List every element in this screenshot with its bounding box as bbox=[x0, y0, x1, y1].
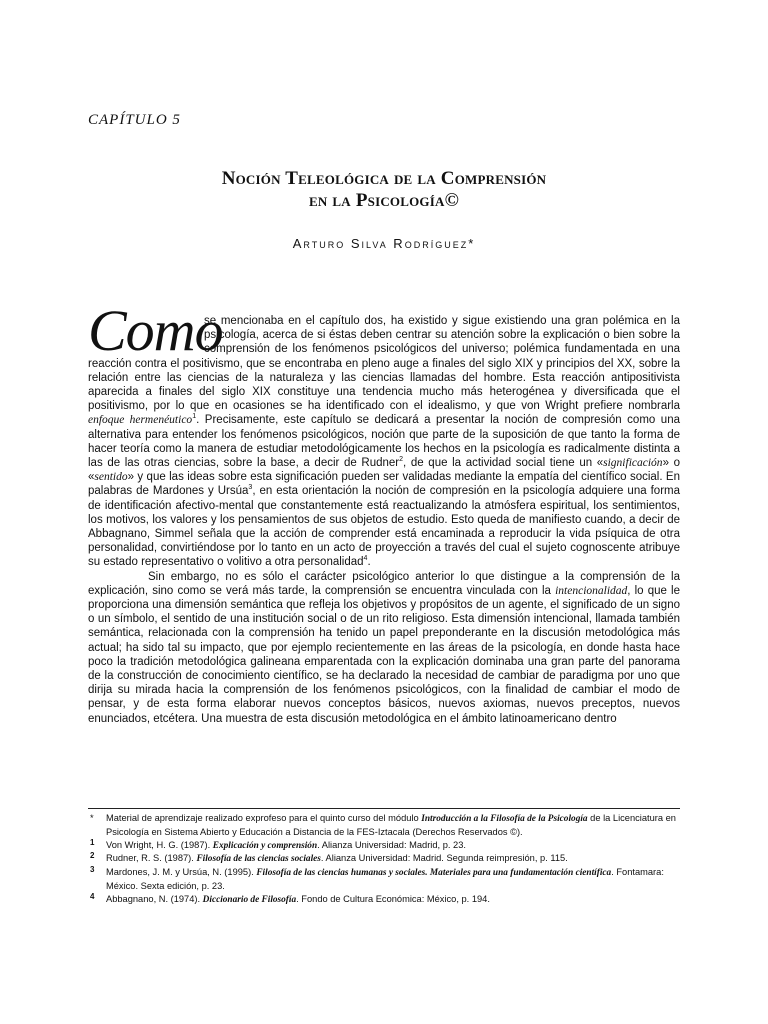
chapter-title bbox=[90, 168, 678, 212]
footnote-star: * Material de aprendizaje realizado exprofeso para el quinto curso del módulo Introducción a la Filosofía de la Psicología de la Licenciatura en Psicología en Sistema Abierto y Educación a Distancia de la FES-Iztacala (Derechos Reservados ©). bbox=[90, 813, 676, 837]
author-name: Arturo Silva Rodríguez* bbox=[292, 236, 476, 251]
chapter-title-line-1: Noción Teleológica de la Comprensión bbox=[221, 168, 547, 189]
footnote-ref-4[interactable]: 4 bbox=[363, 555, 368, 563]
drop-cap-spacer bbox=[88, 314, 204, 356]
footnote-1: 1 Von Wright, H. G. (1987). Explicación y comprensión. Alianza Universidad: Madrid, p. 23. bbox=[90, 837, 466, 851]
footnote-4: 4 Abbagnano, N. (1974). Diccionario de Filosofía. Fondo de Cultura Económica: México, p. 194. bbox=[90, 891, 490, 905]
body-text bbox=[88, 314, 680, 726]
paragraph-1: se mencionaba en el capítulo dos, ha existido y sigue existiendo una gran polémica en la psicología, acerca de si éstas deben centrar su atención sobre la explicación o bien sobre la comprensión de los fenómenos psicológicos del universo; polémica fundamentada en una reacción contra el positivismo, que se encontraba en pleno auge a finales del siglo XIX y principios del XX, sobre la relación entre las ciencias de la naturaleza y las ciencias llamadas del hombre. Esta reacción antipositivista aparecida a finales del siglo XIX constituye una tendencia mucho más heterogénea y diversificada que el positivismo, por lo que en ocasiones se ha identificado con el idealismo, y que von Wright prefiere nombrarla enfoque hermenéutico$^1$. Precisamente, este capítulo se dedicará a presentar la noción de compresión como una alternativa para entender los fenómenos psicológicos, noción que parte de la suposición de que tanto la forma de hacer teoría como la manera de estudiar metodológicamente los hechos en la psicología es radicalmente distinta a las de las otras ciencias, sobre la base, a decir de Rudner$^2$, de que la actividad social tiene un «significación» o «sentido» y que las ideas sobre esta significación pueden ser validadas mediante la empatía del científico social. En palabras de Mardones y Ursúa$^3$, en esta orientación la noción de compresión en la psicología adquiere una forma de identificación afectivo-mental que constantemente está reactualizando la atmósfera espiritual, los sentimientos, los motivos, los valores y los pensamientos de sus objetos de estudio. Esto queda de manifiesto cuando, a decir de Abbagnano, Simmel señala que la acción de comprender está encaminada a reproducir la vida psíquica de otra personalidad, convirtiéndose por lo tanto en un acto de proyección a través del cual el sujeto cognoscente atribuye su estado representativo o volitivo a otra personalidad$^4$. bbox=[88, 315, 680, 569]
footnotes bbox=[88, 812, 680, 907]
footnote-ref-3[interactable]: 3 bbox=[248, 484, 253, 492]
paragraph-2: Sin embargo, no es sólo el carácter psicológico anterior lo que distingue a la comprensión de la explicación, sino como se verá más tarde, la comprensión se encuentra vinculada con la intencionalidad, lo que le proporciona una dimensión semántica que refleja los objetivos y propósitos de un agente, el significado de un signo o un símbolo, el sentido de una institución social o de un rito religioso. Esta dimensión intencional, llamada también semántica, relacionada con la comprensión ha tenido un papel preponderante en la discusión metodológica más actual; ha sido tal su impacto, que por ejemplo recientemente en las áreas de la psicología, en donde hasta hace poco la tradición metodológica galineana emparentada con la explicación dominaba una gran parte del panorama de la construcción de conocimiento científico, se ha declarado la necesidad de cambiar de paradigma por uno que dirija su mirada hacia la comprensión de los fenómenos psicológicos, con la finalidad de cambiar el modo de pensar, y de esta forma elaborar nuevos conceptos básicos, nuevos axiomas, nuevos preceptos, nuevos enunciados, etcétera. Una muestra de esta discusión metodológica en el ámbito latinoamericano dentro bbox=[88, 570, 680, 725]
chapter-title-line-2: en la Psicología© bbox=[309, 190, 459, 211]
footnote-2: 2 Rudner, R. S. (1987). Filosofía de las ciencias sociales. Alianza Universidad: Madrid. Segunda reimpresión, p. 115. bbox=[90, 851, 568, 865]
footnote-3: 3 Mardones, J. M. y Ursúa, N. (1995). Filosofía de las ciencias humanas y sociales. Materiales para una fundamentación científica. Fontamara: México. Sexta edición, p. 23. bbox=[90, 865, 664, 891]
footnote-ref-1[interactable]: 1 bbox=[192, 413, 197, 421]
footnote-divider bbox=[88, 808, 680, 809]
footnote-ref-2[interactable]: 2 bbox=[399, 456, 404, 464]
drop-cap-word: Como bbox=[88, 298, 223, 363]
chapter-label: CAPÍTULO 5 bbox=[88, 112, 181, 128]
